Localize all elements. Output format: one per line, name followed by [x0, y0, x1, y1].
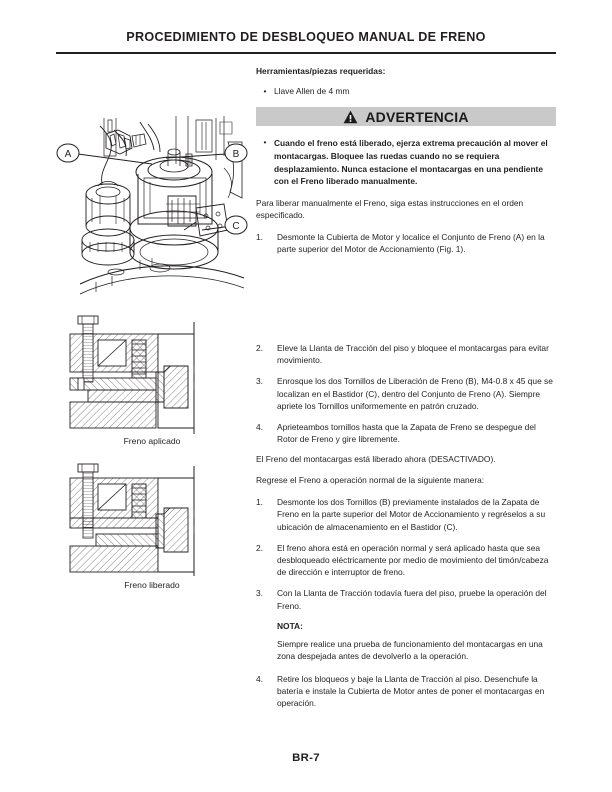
step-number: 4. [256, 422, 263, 433]
step-number: 3. [256, 588, 263, 599]
step-text: Enrosque los dos Tornillos de Liberación de Freno (B), M4-0.8 x 45 que se localizan en el Bastidor (C), dentro del Conjunto de Freno (A). Siempre apriete los Tornillos uniformemente en patrón cruzado. [277, 376, 553, 411]
note-block [277, 621, 556, 662]
svg-text:A: A [64, 149, 72, 160]
step-number: 1. [256, 497, 263, 508]
step-text: Retire los bloqueos y baje la Llanta de Tracción al piso. Desenchufe la batería e instale la Cubierta de Motor antes de poner el montacargas en operación. [277, 674, 545, 709]
figure-caption-brake-applied: Freno aplicado [123, 436, 181, 446]
step-number: 4. [256, 674, 263, 685]
release-conclusion: El Freno del montacargas está liberado ahora (DESACTIVADO). [256, 454, 496, 465]
bullet-icon: • [263, 137, 267, 148]
brake-released-cross-section [62, 458, 248, 578]
brake-applied-cross-section [62, 312, 248, 436]
warning-bullet [256, 137, 556, 187]
restore-step-1 [256, 496, 556, 533]
svg-text:C: C [232, 221, 240, 232]
step-text: Desmonte los dos Tornillos (B) previamente instalados de la Zapata de Freno en la parte superior del Motor de Accionamiento y regréselos a su ubicación de almacenamiento en el Bastidor (C). [277, 497, 546, 532]
step-number: 2. [256, 542, 263, 553]
warning-triangle-icon [343, 110, 358, 124]
callout-b [225, 144, 247, 162]
figure-caption-brake-released: Freno liberado [124, 580, 180, 590]
step-text: Aprieteambos tornillos hasta que la Zapata de Freno se despegue del Rotor de Freno y gire libremente. [277, 422, 536, 445]
restore-step-2 [256, 542, 556, 579]
tools-list-item [256, 86, 556, 98]
title-divider [56, 52, 556, 54]
step-number: 3. [256, 376, 263, 387]
note-text: Siempre realice una prueba de funcionamiento del montacargas en una zona despejada antes de devolverlo a la operación. [277, 638, 543, 661]
drive-motor-brake-assembly-illustration [56, 112, 248, 302]
page-number: BR-7 [292, 752, 320, 764]
step-number: 1. [256, 231, 263, 242]
restore-intro: Regrese el Freno a operación normal de la siguiente manera: [256, 475, 485, 486]
step-text: Con la Llanta de Tracción todavía fuera del piso, pruebe la operación del Freno. [277, 588, 547, 611]
warning-label: ADVERTENCIA [365, 108, 469, 125]
layout-spacer [256, 264, 556, 342]
callout-a [57, 144, 79, 162]
note-label: NOTA: [277, 620, 303, 631]
release-step-1 [256, 231, 556, 255]
release-step-3 [256, 375, 556, 412]
step-text: El freno ahora está en operación normal y será aplicado hasta que sea desbloqueado eléctricamente por medio de movimiento del timón/cabeza de dirección e interruptor de freno. [277, 542, 549, 578]
release-intro: Para liberar manualmente el Freno, siga estas instrucciones en el orden especificado. [256, 197, 524, 220]
bullet-icon: • [263, 85, 267, 96]
warning-banner [256, 107, 556, 126]
warning-bullet-text: Cuando el freno está liberado, ejerza extrema precaución al mover el montacargas. Bloquee las ruedas cuando no se requiera desplazamiento. Nunca estacione el montacargas en una pendiente con el Freno liberado manualmente. [274, 138, 548, 187]
tools-item-label: Llave Allen de 4 mm [274, 85, 350, 96]
tools-heading: Herramientas/piezas requeridas: [256, 66, 386, 76]
restore-step-4 [256, 673, 556, 710]
release-step-4 [256, 421, 556, 445]
svg-text:B: B [232, 149, 240, 160]
instructions-column [256, 66, 556, 719]
release-step-2 [256, 342, 556, 366]
restore-step-3 [256, 587, 556, 611]
step-text: Eleve la Llanta de Tracción del piso y bloquee el montacargas para evitar movimiento. [277, 343, 549, 366]
page-title: PROCEDIMIENTO DE DESBLOQUEO MANUAL DE FRENO [126, 30, 486, 44]
callout-c [225, 216, 247, 234]
step-number: 2. [256, 343, 263, 354]
step-text: Desmonte la Cubierta de Motor y localice el Conjunto de Freno (A) en la parte superior del Motor de Accionamiento (Fig. 1). [277, 231, 545, 254]
